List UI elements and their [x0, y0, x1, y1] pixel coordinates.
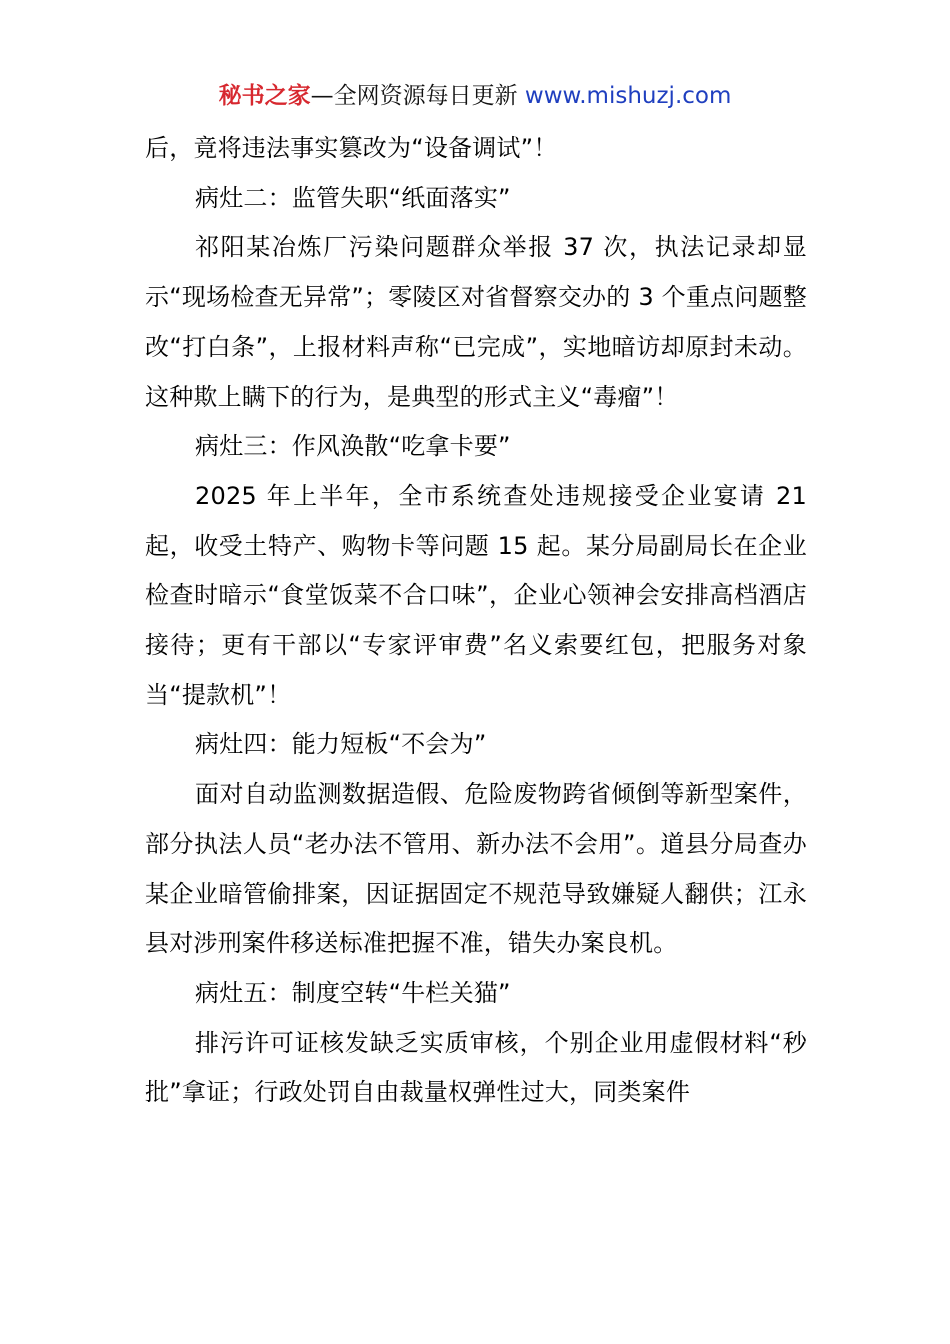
section-heading: 病灶三：作风涣散“吃拿卡要”	[195, 432, 511, 461]
section-heading: 病灶五：制度空转“牛栏关猫”	[195, 978, 511, 1007]
header-tagline: —全网资源每日更新	[310, 83, 518, 109]
paragraph: 排污许可证核发缺乏实质审核，个别企业用虚假材料“秒批”拿证；行政处罚自由裁量权弹性过大，同类案件	[145, 1028, 807, 1107]
paragraph: 后，竟将违法事实篡改为“设备调试”！	[145, 134, 558, 162]
paragraph: 面对自动监测数据造假、危险废物跨省倾倒等新型案件，部分执法人员“老办法不管用、新办法不会用”。道县分局查办某企业暗管偷排案，因证据固定不规范导致嫌疑人翻供；江永县对涉刑案件移送标准把握不准，错失办案良机。	[145, 780, 807, 958]
section-heading: 病灶四：能力短板“不会为”	[195, 730, 487, 759]
site-url[interactable]: www.mishuzj.com	[524, 83, 732, 109]
section-heading: 病灶二：监管失职“纸面落实”	[195, 183, 511, 212]
paragraph: 祁阳某冶炼厂污染问题群众举报 37 次，执法记录却显示“现场检查无异常”；零陵区对省督察交办的 3 个重点问题整改“打白条”，上报材料声称“已完成”，实地暗访却原封未动。这种欺上瞒下的行为，是典型的形式主义“毒瘤”！	[145, 233, 807, 411]
paragraph: 2025 年上半年，全市系统查处违规接受企业宴请 21 起，收受土特产、购物卡等问题 15 起。某分局副局长在企业检查时暗示“食堂饭菜不合口味”，企业心领神会安排高档酒店接待；更有干部以“专家评审费”名义索要红包，把服务对象当“提款机”！	[145, 481, 807, 709]
document-body	[145, 124, 807, 1118]
page-header	[0, 80, 950, 112]
brand-name: 秘书之家	[218, 83, 311, 109]
